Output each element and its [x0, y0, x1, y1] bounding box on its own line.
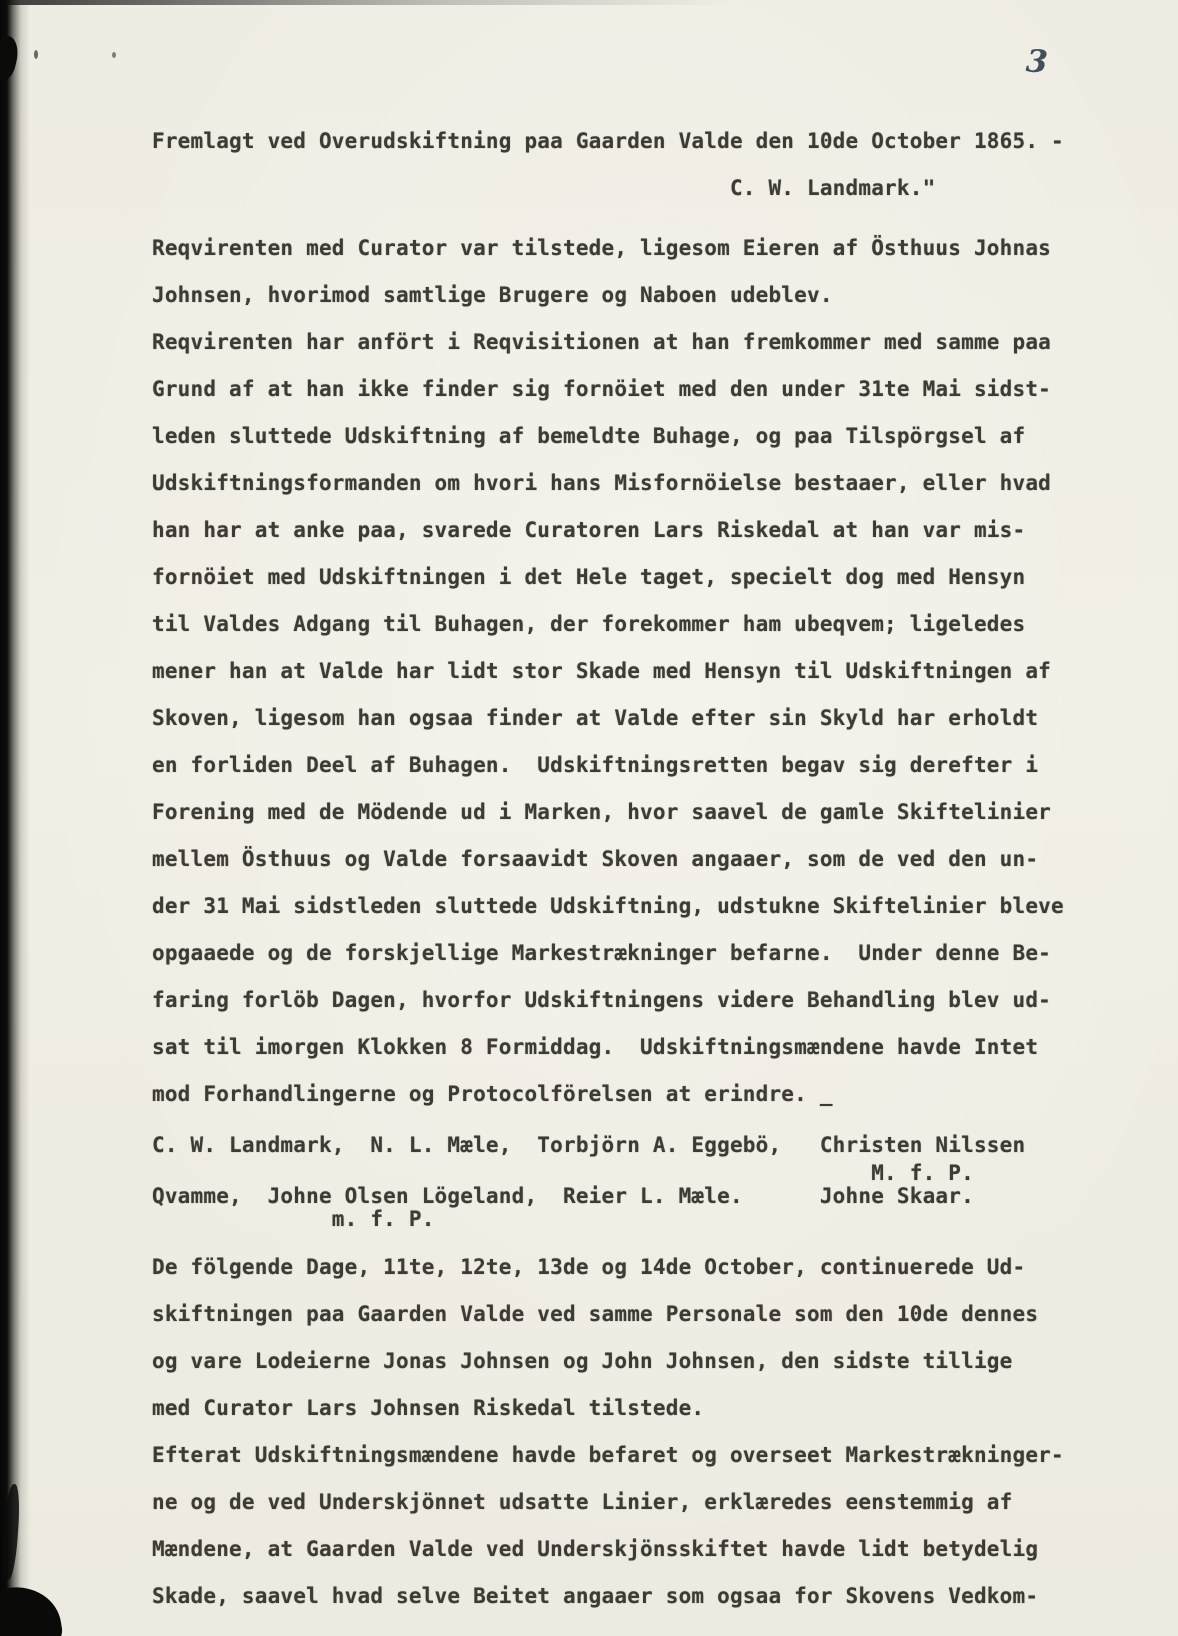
- scan-left-edge-shadow: [0, 0, 30, 1636]
- scan-artifact-blob: [0, 1581, 65, 1636]
- text-line: C. W. Landmark.": [152, 176, 936, 200]
- text-line: Mændene, at Gaarden Valde ved Underskjönsskiftet havde lidt betydelig: [152, 1537, 1039, 1561]
- text-line: Reqvirenten har anfört i Reqvisitionen at han fremkommer med samme paa: [152, 330, 1052, 354]
- scan-top-edge-shadow: [0, 0, 730, 5]
- text-line: Forening med de Mödende ud i Marken, hvor saavel de gamle Skiftelinier: [152, 800, 1052, 824]
- text-line: Reqvirenten med Curator var tilstede, ligesom Eieren af Östhuus Johnas: [152, 236, 1052, 260]
- text-line: til Valdes Adgang til Buhagen, der forekommer ham ubeqvem; ligeledes: [152, 612, 1026, 636]
- text-line: M. f. P.: [152, 1161, 974, 1185]
- text-line: leden sluttede Udskiftning af bemeldte Buhage, og paa Tilspörgsel af: [152, 424, 1026, 448]
- text-line: der 31 Mai sidstleden sluttede Udskiftning, udstukne Skiftelinier bleve: [152, 894, 1064, 918]
- text-line: mellem Östhuus og Valde forsaavidt Skoven angaaer, som de ved den un-: [152, 847, 1039, 871]
- text-line: Skade, saavel hvad selve Beitet angaaer som ogsaa for Skovens Vedkom-: [152, 1584, 1039, 1608]
- text-line: mod Forhandlingerne og Protocolförelsen at erindre. _: [152, 1082, 833, 1106]
- text-line: C. W. Landmark, N. L. Mæle, Torbjörn A. Eggebö, Christen Nilssen: [152, 1133, 1026, 1157]
- text-line: Fremlagt ved Overudskiftning paa Gaarden Valde den 10de October 1865. -: [152, 129, 1064, 153]
- text-line: sat til imorgen Klokken 8 Formiddag. Udskiftningsmændene havde Intet: [152, 1035, 1039, 1059]
- text-line: m. f. P.: [152, 1207, 435, 1231]
- document-lines: [152, 118, 1102, 1620]
- text-line: og vare Lodeierne Jonas Johnsen og John Johnsen, den sidste tillige: [152, 1349, 1013, 1373]
- text-line: en forliden Deel af Buhagen. Udskiftningsretten begav sig derefter i: [152, 753, 1039, 777]
- text-line: Efterat Udskiftningsmændene havde befaret og overseet Markestrækninger-: [152, 1443, 1064, 1467]
- text-line: Udskiftningsformanden om hvori hans Misfornöielse bestaaer, eller hvad: [152, 471, 1052, 495]
- text-line: Grund af at han ikke finder sig fornöiet med den under 31te Mai sidst-: [152, 377, 1052, 401]
- text-line: fornöiet med Udskiftningen i det Hele taget, specielt dog med Hensyn: [152, 565, 1026, 589]
- text-line: Johnsen, hvorimod samtlige Brugere og Naboen udeblev.: [152, 283, 833, 307]
- text-line: med Curator Lars Johnsen Riskedal tilstede.: [152, 1396, 705, 1420]
- text-line: Qvamme, Johne Olsen Lögeland, Reier L. Mæle. Johne Skaar.: [152, 1184, 974, 1208]
- text-line: Skoven, ligesom han ogsaa finder at Valde efter sin Skyld har erholdt: [152, 706, 1039, 730]
- scan-speck: [112, 52, 116, 58]
- text-line: ne og de ved Underskjönnet udsatte Linier, erklæredes eenstemmig af: [152, 1490, 1013, 1514]
- text-line: De fölgende Dage, 11te, 12te, 13de og 14de October, continuerede Ud-: [152, 1255, 1026, 1279]
- text-line: mener han at Valde har lidt stor Skade med Hensyn til Udskiftningen af: [152, 659, 1052, 683]
- text-line: han har at anke paa, svarede Curatoren Lars Riskedal at han var mis-: [152, 518, 1026, 542]
- scan-speck: [34, 50, 38, 59]
- text-line: opgaaede og de forskjellige Markestrækninger befarne. Under denne Be-: [152, 941, 1052, 965]
- text-line: skiftningen paa Gaarden Valde ved samme Personale som den 10de dennes: [152, 1302, 1039, 1326]
- text-line: faring forlöb Dagen, hvorfor Udskiftningens videre Behandling blev ud-: [152, 988, 1052, 1012]
- page-number-annotation: 3: [1024, 43, 1049, 81]
